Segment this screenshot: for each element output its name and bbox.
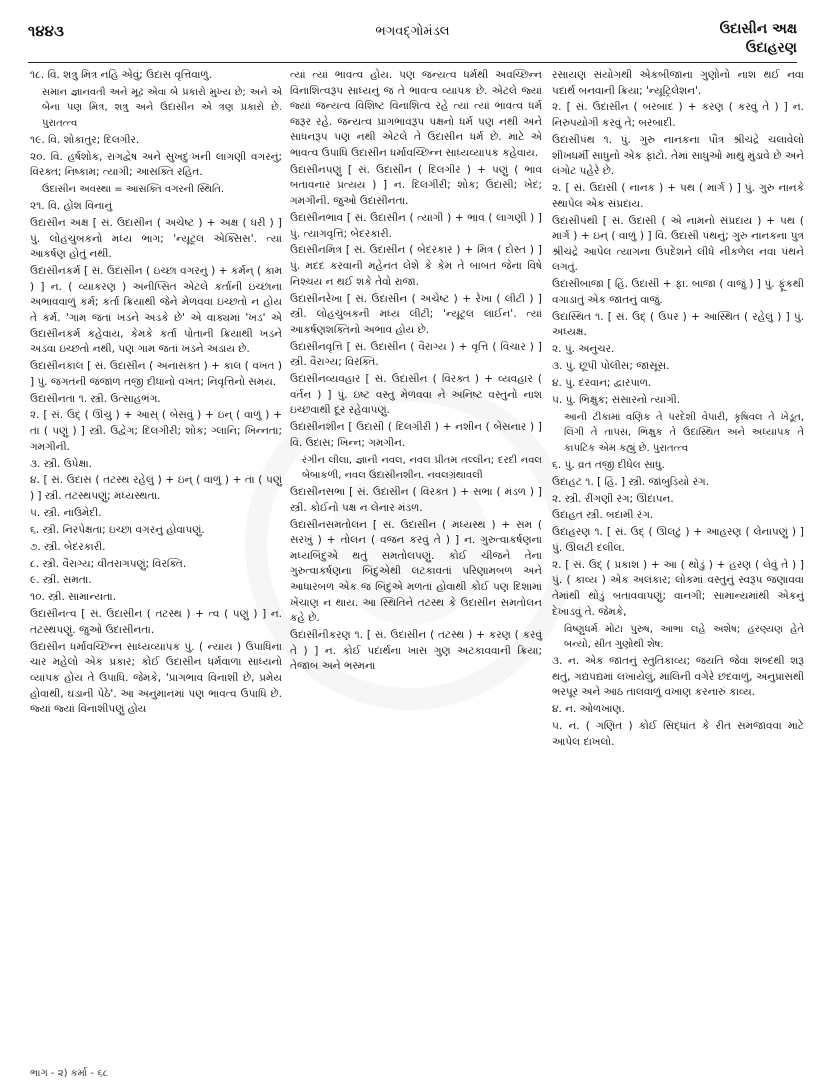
dictionary-entry: ૧૯. વિ. શોકાતુર; દિલગીર. (30, 133, 140, 146)
dictionary-entry: ૧૦. સ્ત્રી. સામાન્યતા. (30, 591, 116, 604)
dictionary-entry: ઉદાસીબાજા [ હિં. ઉદાસી + ફા. બાજા ( વાજું ) ] પું. ફૂંકથી વગાડાતું એક જાતનું વાજું. (552, 278, 804, 306)
dictionary-entry: ઉદાસીનતા ૧. સ્ત્રી. ઉત્સાહભંગ. (30, 392, 161, 405)
dictionary-entry: સમાન જ્ઞાનવતી અને મૂઢ એવા બે પ્રકારો મુખ્ય છે; અને એ બેના પણ મિત્ર, શત્રુ અને ઉદાસીન એ ત્રણ પ્રકારો છે. પુરાતત્ત્વ (42, 86, 282, 130)
page-number: ૧૪૪૩ (28, 22, 64, 40)
dictionary-entry: ઉદાસીનકર્મ [ સં. ઉદાસીન ( ઇચ્છા વગરનું ) + કર્મન્ ( કામ ) ] ન. ( વ્યાકરણ ) અનીપ્સિત એટલે કર્તાની ઇચ્છાના અભાવવાળું કર્મ; કર્તા ક્રિયાથી જેને મેળવવા ઇચ્છતો ન હોય તે કર્મ. 'ગામ જતાં ખડને અડકે છે' એ વાક્યમાં 'ખડ' એ ઉદાસીનકર્મ કહેવાય, કેમકે કર્તા પોતાની ક્રિયાથી ખડને અડવા ઇચ્છતો નથી, પણ ગામ જતાં ખડને અડાય છે. (30, 265, 282, 356)
dictionary-entry: ૨. [ સં. ઉદ્ ( ઊંચું ) + આસ્ ( બેસવું ) + ઇન્ ( વાળું ) + તા ( પણું ) ] સ્ત્રી. ઉદ્વેગ; દિલગીરી; શોક; ગ્લાનિ; ખિન્નતા; ગમગીની. (30, 409, 282, 453)
dictionary-entry: ઉદાસીનકાલ [ સં. ઉદાસીન ( અનાસક્ત ) + કાલ ( વખત ) ] પું. જગતની જંજાળ તજી દીધાનો વખત; નિવૃત્તિનો સમય. (30, 360, 282, 388)
dictionary-entry: ઉદાસીનશીન [ ઉદાસી ( દિલગીરી ) + નશીન ( બેસનાર ) ] વિ. ઉદાસ; ખિન્ન; ગમગીન. (290, 421, 542, 449)
dictionary-entry: ૬. સ્ત્રી. નિરપેક્ષતા; ઇચ્છા વગરનું હોવાપણું. (30, 523, 205, 536)
dictionary-entry: ૩. ન. એક જાતનું સ્તુતિકાવ્ય; જયતિ જેવા શબ્દથી શરૂ થતું, ગદ્યપદ્યમાં લખાયેલું, માલિની વગેરે છંદવાળું, અનુપ્રાસથી ભરપૂર અને આઠ તાલવાળું વખાણ કરનારું કાવ્ય. (552, 655, 804, 699)
guide-words (720, 20, 797, 58)
dictionary-entry: ઉદાસીનવૃત્તિ [ સં. ઉદાસીન ( વૈરાગ્ય ) + વૃત્તિ ( વિચાર ) ] સ્ત્રી. વૈરાગ્ય; વિરક્તિ. (290, 340, 542, 369)
dictionary-entry: ઉદાસીનસભા [ સં. ઉદાસીન ( વિરક્ત ) + સભા ( મંડળ ) ] સ્ત્રી. કોઈનો પક્ષ ન લેનાર મંડળ. (290, 486, 542, 514)
dictionary-entry: ઉદાહરણ ૧. [ સં. ઉદ્ ( ઊલટું ) + આહરણ ( લેનાપણું ) ] પું. ઊલટી દલીલ. (552, 526, 804, 554)
dictionary-entry: ઉદાસીનરેખા [ સં. ઉદાસીન ( અચેષ્ટ ) + રેખા ( લીટી ) ] સ્ત્રી. લોહચુંબકની મધ્ય લીટી; 'ન્યૂટ્રલ લાઈન'. ત્યાં આકર્ષણશક્તિનો અભાવ હોય છે. (290, 292, 542, 336)
dictionary-entry: ૭. સ્ત્રી. બેદરકારી. (30, 540, 106, 553)
dictionary-entry: ૫. સ્ત્રી. નાઉમેદી. (30, 506, 102, 519)
dictionary-entry: રંગીન લીલા, જ્ઞાની નવલ, નવલ પ્રીતમ તલ્લીન; દરદી નવલ બેબાકળી, નવલ ઉદાસીનશીન. નવલગ્રંથાવલી (302, 454, 542, 482)
dictionary-entry: ઉદાસીનમિત્ર [ સં. ઉદાસીન ( બેદરકાર ) + મિત્ર ( દોસ્ત ) ] પું. મદદ કરવાની મહેનત લેશે કે કેમ તે બાબત જેના વિષે નિશ્ચય ન થઈ શકે તેવો રાજા. (290, 244, 542, 288)
dictionary-entry: વિષ્ણુધર્મ મોટા પુરુષ, આભા લહે અશેષ; હરણ્યણ હેતે બન્યો, સીત ગુણોથી શેષ. (564, 623, 804, 651)
dictionary-entry: ૨. [ સં. ઉદાસી ( નાનક ) + પથ ( માર્ગ ) ] પું. ગુરુ નાનકે સ્થાપેલ એક સંપ્રદાય. (552, 182, 804, 210)
dictionary-entry: ઉદાસીન અક્ષ [ સં. ઉદાસીન ( અચેષ્ટ ) + અક્ષ ( ધરી ) ] પું. લોહચુંબકનો મધ્ય ભાગ; 'ન્યૂટ્રલ એક્સિસ'. ત્યાં આકર્ષણ હોતું નથી. (30, 217, 282, 261)
dictionary-entry: ૩. સ્ત્રી. ઉપેક્ષા. (30, 457, 92, 470)
dictionary-entry: ઉદાસીપંથી [ સં. ઉદાસી ( એ નામનો સંપ્રદાય ) + પથ ( માર્ગ ) + ઇન્ ( વાળું ) ] વિ. ઉદાસી પંથનું; ગુરુ નાનકના પુત્ર શ્રીચંદ્રે આપેલ ત્યાગના ઉપદેશને લીધે નીકળેલ નવા પંથને લગતું. (552, 214, 804, 274)
guide-word-first: ઉદાસીન અક્ષ (719, 21, 797, 37)
dictionary-entry: ૨. સ્ત્રી. રીંગણી રંગ; ઊદાપન. (552, 492, 674, 505)
dictionary-entry: ઉદાસીનવ્યવહાર [ સં. ઉદાસીન ( વિરક્ત ) + વ્યવહાર ( વર્તન ) ] પું. ઇષ્ટ વસ્તુ મેળવવા ને અનિષ્ટ વસ્તુનો નાશ ઇચ્છવાથી દૂર રહેવાપણું. (290, 373, 542, 417)
dictionary-entry: ઉદાસ્થિત ૧. [ સં. ઉદ્ ( ઉપર ) + આસ્થિત ( રહેલું ) ] પું. અધ્યક્ષ. (552, 310, 804, 339)
dictionary-entry: ઉદાસીનસમતોલન [ સં. ઉદાસીન ( મધ્યસ્થ ) + સમ ( સરખું ) + તોલન ( વજન કરવું તે ) ] ન. ગુરુત્વાકર્ષણના મધ્યબિંદુએ થતું સમતોલપણું. કોઈ ચીજને તેના ગુરુત્વાકર્ષણના બિંદુએથી લટકાવતાં પરિણામબળ અને આધારબળ એક જ બિંદુએ મળતાં હોવાથી કોઈ પણ દિશામાં ખેંચાણ ન થાય. આ સ્થિતિને તટસ્થ કે ઉદાસીન સમતોલન કહે છે. (290, 518, 542, 625)
dictionary-entry: ૯. સ્ત્રી. સમતા. (30, 574, 92, 587)
dictionary-entry: ૨. [ સં. ઉદ્ ( પ્રકાશ ) + આ ( થોડું ) + હરણ ( લેવું તે ) ] પું. ( કાવ્ય ) એક અલંકાર; લોકમાં વસ્તુનું સ્વરૂપ જણાવવા તેમાંથી થોડું બતાવવાપણું; વાનગી; સામાન્યમાંથી એકનું દેખાડવું તે. જેમકે, (552, 558, 804, 618)
dictionary-entry: ઉદાસીન અવસ્થા = આસક્તિ વગરની સ્થિતિ. (42, 184, 225, 196)
column-right (552, 68, 804, 751)
dictionary-entry: ૪. પું. દરવાન; દ્વારપાળ. (552, 376, 652, 389)
dictionary-entry: ૪. ન. ઓળખાણ. (552, 703, 625, 716)
dictionary-entry: ઉદાસીનત્વ [ સં. ઉદાસીન ( તટસ્થ ) + ત્વ ( પણું ) ] ન. તટસ્થપણું. જુઓ ઉદાસીનતા. (30, 608, 282, 636)
dictionary-entry: ઉદાસીનભાવ [ સં. ઉદાસીન ( ત્યાગી ) + ભાવ ( લાગણી ) ] પું. ત્યાગવૃત્તિ; બેદરકારી. (290, 211, 542, 240)
dictionary-entry: ૩. પું. છૂપી પોલીસ; જાસૂસ. (552, 360, 670, 373)
dictionary-entry: ૨. [ સં. ઉદાસીન ( બરબાદ ) + કરણ ( કરવું તે ) ] ન. નિરુપયોગી કરવું તે; બરબાદી. (552, 101, 804, 130)
dictionary-entry: ઉદાહટ ૧. [ હિં. ] સ્ત્રી. જાંબુડિયો રંગ. (552, 475, 710, 488)
dictionary-entry: ઉદાહત સ્ત્રી. બદામી રંગ. (552, 509, 654, 522)
column-middle (290, 68, 542, 676)
dictionary-entry: ઉદાસીનીકરણ ૧. [ સં. ઉદાસીન ( તટસ્થ ) + કરણ ( કરવું તે ) ] ન. કોઈ પદાર્થના ખાસ ગુણ અટકાવવાની ક્રિયા; તેજાબ અને ભસ્મના (290, 629, 542, 673)
dictionary-entry: રસાયણ સંયોગથી એકબીજાના ગુણોનો નાશ થઈ નવા પદાર્થ બનવાની ક્રિયા; 'ન્યૂટ્રિલેશન'. (552, 69, 804, 97)
page-header (0, 0, 825, 58)
dictionary-entry: ૪. [ સં. ઉદાસ ( તટસ્થ રહેલું ) + ઇન્ ( વાળું ) + તા ( પણું ) ] સ્ત્રી. તટસ્થપણું; મધ્યસ્થતા. (30, 474, 282, 502)
dictionary-entry: ૫. ન. ( ગણિત ) કોઈ સિદ્ધાંત કે રીત સમજાવવા માટે આપેલ દાખલો. (552, 719, 804, 748)
guide-word-last: ઉદાહરણ (745, 40, 797, 56)
dictionary-entry: આની ટીકામાં વણિક તે પરદેશી વેપારી, કૃષિવલ તે ખેડૂત, લિંગી તે તાપસ, ભિક્ષુક તે ઉદાસ્થિત અને અધ્યાપક તે કાપટિક એમ કહ્યું છે. પુરાતત્ત્વ (564, 411, 804, 454)
dictionary-entry: ૮. સ્ત્રી. વૈરાગ્ય; વીતરાગપણું; વિરક્તિ. (30, 557, 187, 570)
dictionary-entry: ૨૧. વિ. હોંશ વિનાનું (30, 200, 113, 213)
dictionary-entry: ૨૦. વિ. હર્ષશોક, રાગદ્વેષ અને સુખદુઃખની લાગણી વગરનું; વિરક્ત; નિષ્કામ; ત્યાગી; આસક્તિ રહિત. (30, 150, 282, 179)
book-title: ભગવદ્ગોમંડલ (375, 24, 450, 39)
dictionary-entry: ત્યાં ત્યાં ભાવત્વ હોય. પણ જન્યત્વ ધર્મથી અવચ્છિન્ન વિનાશિત્વરૂપ સાધ્યનું જ તે ભાવત્વ વ્યાપક છે. એટલે જ્યાં જ્યાં જન્યત્વ વિશિષ્ટ વિનાશિત્વ રહે ત્યાં ત્યાં ભાવત્વ ધર્મ જરૂર રહે. જન્યત્વ પ્રાગભાવરૂપ પક્ષનો ધર્મ પણ નથી અને સાધનરૂપ પણ નથી એટલે તે ઉદાસીન ધર્મ છે. માટે એ ભાવત્વ ઉપાધિ ઉદાસીન ધર્માવચ્છિન્ન સાધ્યવ્યાપક કહેવાય. (290, 69, 542, 159)
dictionary-entry: ઉદાસીપંથ ૧. પું. ગુરુ નાનકના પૌત્ર શ્રીચંદ્રે ચલાવેલો શીખધર્મી સાધુનો એક ફાંટો. તેમાં સાધુઓ માથું મુંડાવે છે અને લંગોટ પહેરે છે. (552, 133, 804, 178)
dictionary-entry: ૧૮. વિ. શત્રુ મિત્ર નહિ એવું; ઉદાસ વૃત્તિવાળું. (30, 69, 212, 81)
dictionary-entry: ઉદાસીનપણું [ સં. ઉદાસીન ( દિલગીર ) + પણું ( ભાવ બતાવનાર પ્રત્યય ) ] ન. દિલગીરી; શોક; ઉદાસી; ખેદ; ગમગીની. જુઓ ઉદાસીનતા. (290, 163, 542, 208)
dictionary-entry: ૫. પું. ભિક્ષુક; સંસારનો ત્યાગી. (552, 393, 681, 406)
column-left (30, 68, 282, 719)
page-footer: ભાગ - ૨) કર્મા - ૬૮ (30, 1068, 109, 1079)
dictionary-entry: ઉદાસીન ધર્માવચ્છિન્ન સાધ્યવ્યાપક પું. ( ન્યાય ) ઉપાધિના ચાર મહેલો એક પ્રકાર; કોઈ ઉદાસીન ધર્મવાળા સાધ્યનો વ્યાપક હોય તે ઉપાધિ. જેમકે, 'પ્રાગભાવ વિનાશી છે, પ્રમેય હોવાથી, ઘડાની પેઠે'. આ અનુમાનમાં પણ ભાવત્વ ઉપાધિ છે. જ્યાં જ્યાં વિનાશીપણું હોય (30, 640, 282, 716)
dictionary-entry: ૨. પું. અનુચર. (552, 343, 615, 356)
header-rule (28, 62, 797, 63)
dictionary-entry: ૬. પું. વ્રત તજી દીધેલ સાધુ. (552, 458, 665, 471)
